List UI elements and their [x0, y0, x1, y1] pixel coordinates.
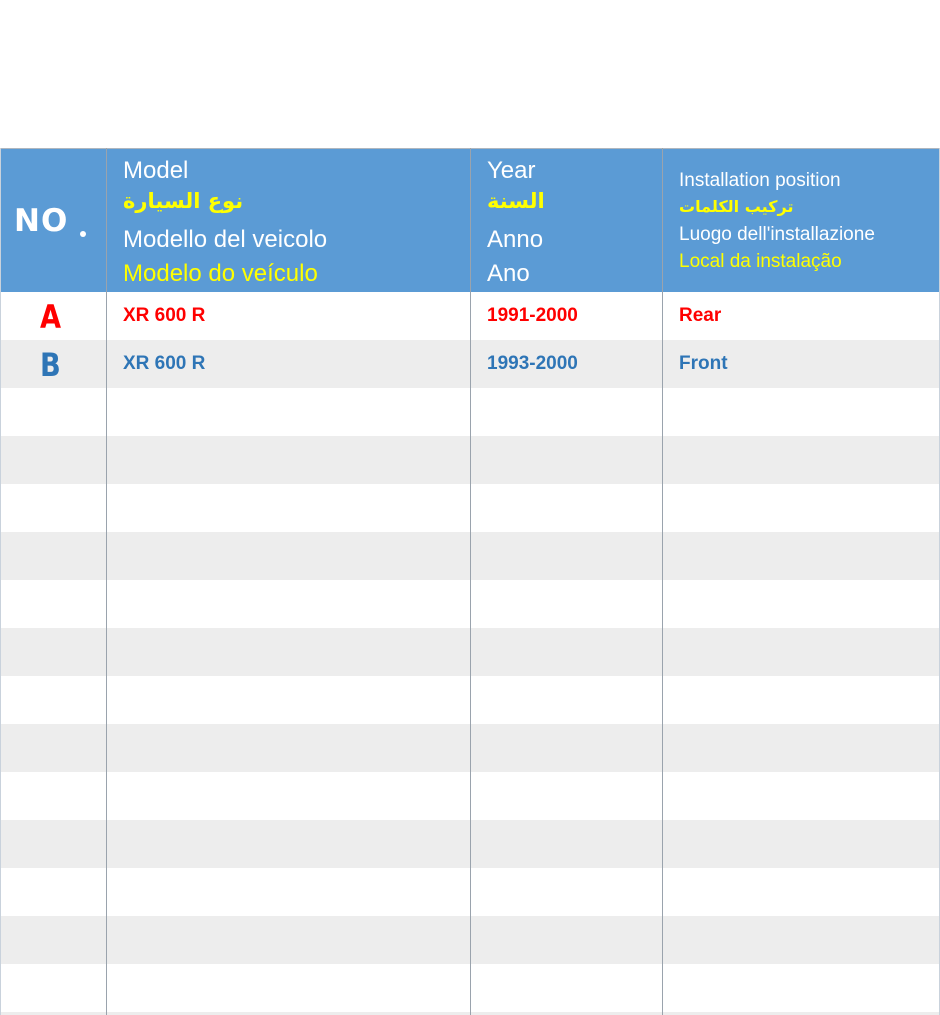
header-year-ar: السنة	[487, 189, 545, 213]
row-letter: B	[40, 346, 61, 384]
header-year-pt: Ano	[487, 260, 530, 287]
header-year-it: Anno	[487, 226, 544, 253]
compatibility-table	[0, 148, 940, 1015]
header-position-ar: تركيب الكلمات	[679, 197, 794, 216]
header-no: NO	[14, 203, 69, 239]
header-model-cell	[106, 149, 470, 293]
header-position-it: Luogo dell'installazione	[679, 224, 875, 245]
column-divider	[106, 148, 107, 1015]
header-position-cell	[662, 149, 940, 293]
header-model-ar: نوع السيارة	[123, 189, 244, 213]
row-position: Front	[679, 353, 728, 374]
header-position-pt: Local da instalação	[679, 251, 842, 272]
row-model: XR 600 R	[123, 353, 206, 374]
column-divider	[0, 148, 1, 1015]
header-model-pt: Modelo do veículo	[123, 260, 318, 287]
row-letter: A	[40, 298, 62, 336]
column-divider	[662, 148, 663, 1015]
header-position-en: Installation position	[679, 170, 841, 191]
header-model-it: Modello del veicolo	[123, 226, 328, 253]
row-model: XR 600 R	[123, 305, 206, 326]
row-year: 1991-2000	[487, 305, 578, 326]
row-position: Rear	[679, 305, 722, 326]
header-year-cell	[470, 149, 662, 293]
column-divider	[470, 148, 471, 1015]
row-year: 1993-2000	[487, 353, 578, 374]
header-no-cell	[0, 149, 106, 293]
header-year-en: Year	[487, 157, 536, 184]
header-no-dot	[80, 231, 86, 237]
header-model-en: Model	[123, 157, 189, 184]
